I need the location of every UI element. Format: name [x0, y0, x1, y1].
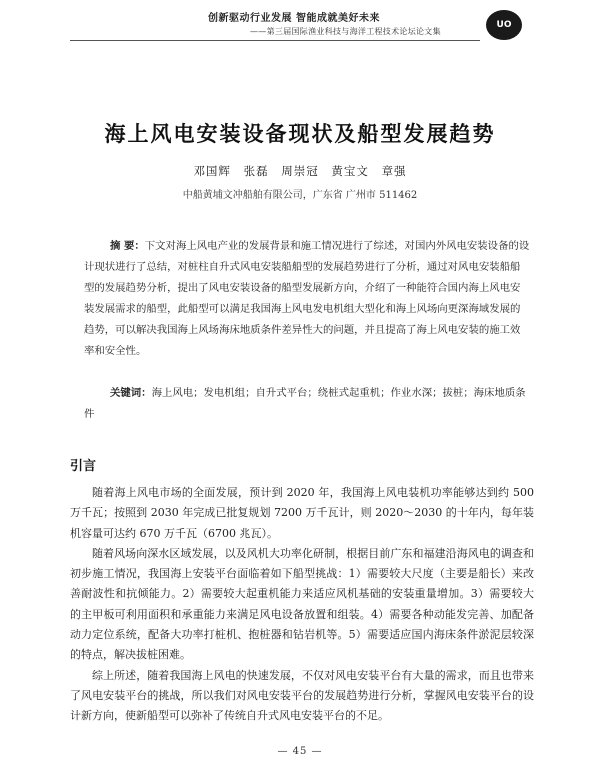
- abstract-text: 下文对海上风电产业的发展背景和施工情况进行了综述，对国内外风电安装设备的设计现状进行了总结，对桩柱自升式风电安装船船型的发展趋势进行了分析，通过对风电安装船船型的发展趋势分析，提出了风电安装设备的船型发展新方向，介绍了一种能符合国内海上风电安装发展需求的船型，此船型可以满足我国海上风电发电机组大型化和海上风场向更深海域发展的趋势，可以解决我国海上风场海床地质条件差异性大的问题，并且提高了海上风电安装的施工效率和安全性。: [84, 240, 530, 357]
- section-body: [70, 483, 534, 727]
- author-affiliation: 中船黄埔文冲船舶有限公司，广东省 广州市 511462: [182, 190, 418, 201]
- header-slogan: 创新驱动行业发展 智能成就美好未来: [208, 13, 380, 24]
- author-list: [0, 163, 600, 179]
- keywords-text: 海上风电；发电机组；自升式平台；绕桩式起重机；作业水深；拔桩；海床地质条件: [84, 387, 526, 420]
- author-name: 章强: [381, 164, 407, 178]
- author-name: 周崇冠: [281, 164, 319, 178]
- abstract: [84, 236, 530, 362]
- abstract-label: 摘 要：: [110, 240, 145, 252]
- running-header: [0, 0, 600, 48]
- conference-logo: UO: [486, 10, 522, 40]
- page-number: — 45 —: [277, 746, 323, 757]
- keywords: [84, 383, 530, 425]
- keywords-label: 关键词：: [110, 387, 152, 399]
- author-name: 邓国辉: [193, 164, 231, 178]
- header-proceedings-title: ——第三届国际渔业科技与海洋工程技术论坛论文集: [250, 27, 441, 36]
- paper-title: 海上风电安装设备现状及船型发展趋势: [104, 121, 496, 146]
- header-rule: [70, 40, 480, 41]
- author-name: 黄宝文: [331, 164, 369, 178]
- body-paragraph: 随着海上风电市场的全面发展，预计到 2020 年，我国海上风电装机功率能够达到约 500 万千瓦；按照到 2030 年完成已批复规划 7200 万千瓦计，则 2020～2030 的十年内，每年装机容量可达约 670 万千瓦（6700 兆瓦）。: [70, 486, 534, 540]
- author-name: 张磊: [243, 164, 269, 178]
- section-heading: 引言: [70, 459, 97, 474]
- body-paragraph: 随着风场向深水区域发展，以及风机大功率化研制，根据目前广东和福建沿海风电的调查和初步施工情况，我国海上安装平台面临着如下船型挑战：1）需要较大尺度（主要是船长）来改善耐波性和抗倾能力。2）需要较大起重机能力来适应风机基础的安装重量增加。3）需要较大的主甲板可利用面积和承重能力来满足风电设备放置和组装。4）需要各种动能发完善、加配备动力定位系统，配备大功率打桩机、抱桩器和钻岩机等。5）需要适应国内海床条件淤泥层较深的特点，解决拔桩困难。: [70, 546, 534, 662]
- body-paragraph: 综上所述，随着我国海上风电的快速发展，不仅对风电安装平台有大量的需求，而且也带来了风电安装平台的挑战，所以我们对风电安装平台的发展趋势进行分析，掌握风电安装平台的设计新方向，使新船型可以弥补了传统自升式风电安装平台的不足。: [70, 668, 534, 723]
